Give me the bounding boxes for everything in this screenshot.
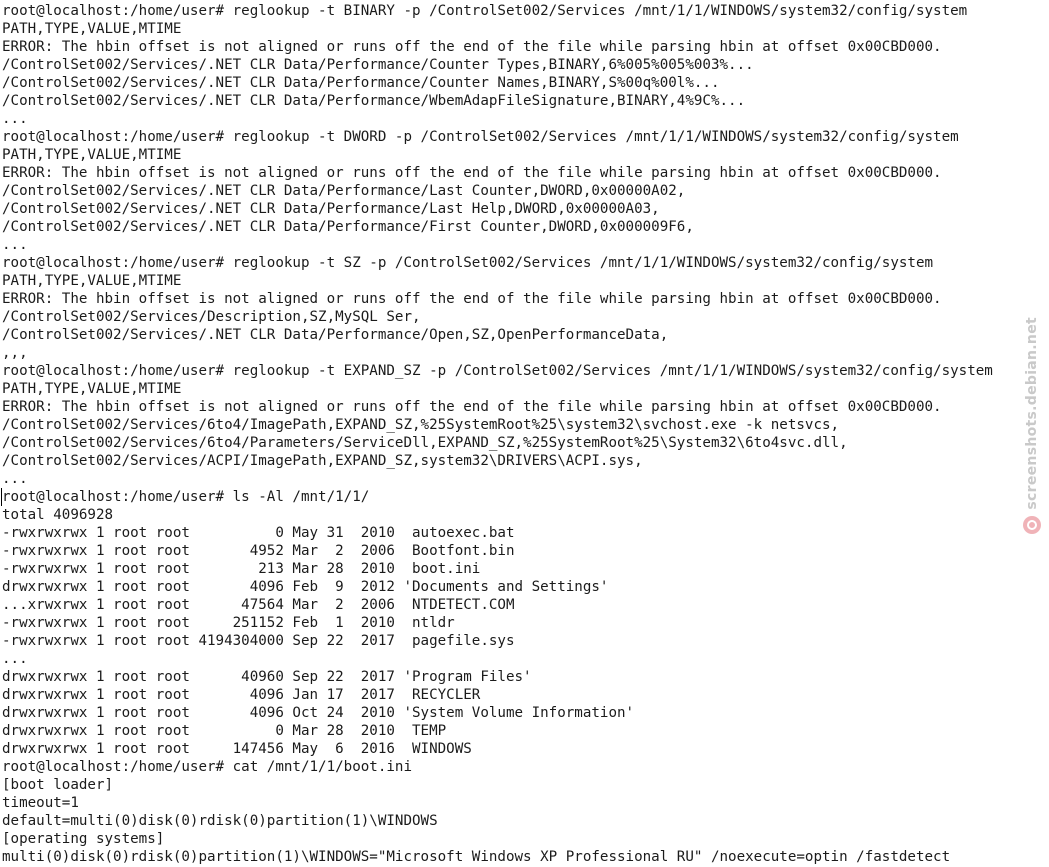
terminal-line: [boot loader] — [2, 777, 114, 793]
terminal-line: drwxrwxrwx 1 root root 40960 Sep 22 2017 'Program Files' — [2, 669, 532, 685]
terminal-line: drwxrwxrwx 1 root root 147456 May 6 2016 WINDOWS — [2, 741, 472, 757]
terminal-line: drwxrwxrwx 1 root root 4096 Oct 24 2010 'System Volume Information' — [2, 705, 635, 721]
terminal-line: /ControlSet002/Services/.NET CLR Data/Performance/Open,SZ,OpenPerformanceData, — [2, 327, 669, 343]
terminal-line: timeout=1 — [2, 795, 79, 811]
terminal-line: ERROR: The hbin offset is not aligned or runs off the end of the file while parsing hbin at offset 0x00CBD000. — [2, 291, 942, 307]
terminal-line: root@localhost:/home/user# reglookup -t BINARY -p /ControlSet002/Services /mnt/1/1/WINDOWS/system32/config/system — [2, 3, 968, 19]
terminal-line: default=multi(0)disk(0)rdisk(0)partition(1)\WINDOWS — [2, 813, 438, 829]
terminal-line: -rwxrwxrwx 1 root root 251152 Feb 1 2010 ntldr — [2, 615, 455, 631]
terminal-line: ... — [2, 651, 28, 667]
terminal-output[interactable] — [2, 2, 1047, 867]
text-cursor — [1, 488, 2, 506]
terminal-line: [operating systems] — [2, 831, 165, 847]
terminal-line: -rwxrwxrwx 1 root root 213 Mar 28 2010 boot.ini — [2, 561, 481, 577]
debian-swirl-icon — [1023, 516, 1041, 534]
terminal-line: /ControlSet002/Services/.NET CLR Data/Performance/Last Help,DWORD,0x00000A03, — [2, 201, 660, 217]
terminal-line: drwxrwxrwx 1 root root 4096 Jan 17 2017 RECYCLER — [2, 687, 481, 703]
terminal-line: root@localhost:/home/user# cat /mnt/1/1/boot.ini — [2, 759, 412, 775]
terminal-line: root@localhost:/home/user# ls -Al /mnt/1/1/ — [2, 489, 370, 505]
terminal-line: /ControlSet002/Services/ACPI/ImagePath,EXPAND_SZ,system32\DRIVERS\ACPI.sys, — [2, 453, 643, 469]
terminal-line: /ControlSet002/Services/.NET CLR Data/Performance/First Counter,DWORD,0x000009F6, — [2, 219, 694, 235]
terminal-line: ,,, — [2, 345, 28, 361]
terminal-line: ...xrwxrwx 1 root root 47564 Mar 2 2006 NTDETECT.COM — [2, 597, 515, 613]
terminal-line: /ControlSet002/Services/6to4/ImagePath,EXPAND_SZ,%25SystemRoot%25\system32\svchost.exe -k netsvcs, — [2, 417, 840, 433]
terminal-line: multi(0)disk(0)rdisk(0)partition(1)\WINDOWS="Microsoft Windows XP Professional RU" /noexecute=optin /fastdetect — [2, 849, 951, 865]
terminal-line: ERROR: The hbin offset is not aligned or runs off the end of the file while parsing hbin at offset 0x00CBD000. — [2, 399, 942, 415]
terminal-line: /ControlSet002/Services/.NET CLR Data/Performance/Counter Names,BINARY,S%00q%00l%... — [2, 75, 720, 91]
terminal-line: -rwxrwxrwx 1 root root 4952 Mar 2 2006 Bootfont.bin — [2, 543, 515, 559]
terminal-line: /ControlSet002/Services/.NET CLR Data/Performance/Last Counter,DWORD,0x00000A02, — [2, 183, 686, 199]
terminal-line: root@localhost:/home/user# reglookup -t DWORD -p /ControlSet002/Services /mnt/1/1/WINDOWS/system32/config/system — [2, 129, 959, 145]
terminal-line: PATH,TYPE,VALUE,MTIME — [2, 273, 182, 289]
terminal-line: drwxrwxrwx 1 root root 0 Mar 28 2010 TEMP — [2, 723, 447, 739]
terminal-line: ERROR: The hbin offset is not aligned or runs off the end of the file while parsing hbin at offset 0x00CBD000. — [2, 39, 942, 55]
terminal-line: /ControlSet002/Services/.NET CLR Data/Performance/Counter Types,BINARY,6%005%005%003%... — [2, 57, 754, 73]
terminal-line: root@localhost:/home/user# reglookup -t EXPAND_SZ -p /ControlSet002/Services /mnt/1/1/WINDOWS/system32/config/system — [2, 363, 993, 379]
terminal-line: /ControlSet002/Services/Description,SZ,MySQL Ser, — [2, 309, 421, 325]
terminal-line: ... — [2, 237, 28, 253]
terminal-line: drwxrwxrwx 1 root root 4096 Feb 9 2012 'Documents and Settings' — [2, 579, 609, 595]
terminal-line: -rwxrwxrwx 1 root root 4194304000 Sep 22 2017 pagefile.sys — [2, 633, 515, 649]
watermark-text: screenshots.debian.net — [1024, 317, 1040, 510]
terminal-line: PATH,TYPE,VALUE,MTIME — [2, 21, 182, 37]
terminal-line: ... — [2, 471, 28, 487]
watermark — [1021, 317, 1043, 557]
terminal-line: /ControlSet002/Services/6to4/Parameters/ServiceDll,EXPAND_SZ,%25SystemRoot%25\System32\6to4svc.dll, — [2, 435, 848, 451]
terminal-line: -rwxrwxrwx 1 root root 0 May 31 2010 autoexec.bat — [2, 525, 515, 541]
terminal-line: total 4096928 — [2, 507, 114, 523]
terminal-line: root@localhost:/home/user# reglookup -t SZ -p /ControlSet002/Services /mnt/1/1/WINDOWS/system32/config/system — [2, 255, 934, 271]
terminal-line: PATH,TYPE,VALUE,MTIME — [2, 381, 182, 397]
terminal-line: PATH,TYPE,VALUE,MTIME — [2, 147, 182, 163]
terminal-line: ... — [2, 111, 28, 127]
terminal-line: ERROR: The hbin offset is not aligned or runs off the end of the file while parsing hbin at offset 0x00CBD000. — [2, 165, 942, 181]
terminal-line: /ControlSet002/Services/.NET CLR Data/Performance/WbemAdapFileSignature,BINARY,4%9C%... — [2, 93, 746, 109]
